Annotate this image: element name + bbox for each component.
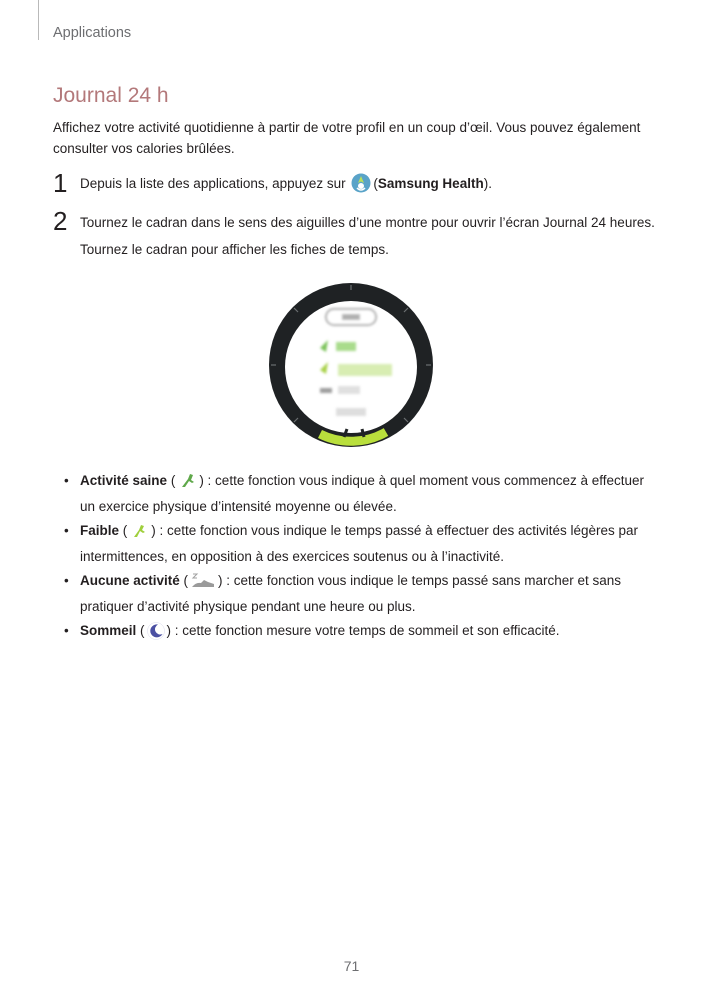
bullet-dot: • xyxy=(64,523,69,538)
step-1-text-before: Depuis la liste des applications, appuyez sur xyxy=(80,176,346,191)
step-2-text: Tournez le cadran dans le sens des aiguilles d’une montre pour ouvrir l’écran Journal 24 heures. xyxy=(80,215,655,230)
page-number: 71 xyxy=(343,958,360,974)
step-2-text-2: Tournez le cadran pour afficher les fiches de temps. xyxy=(80,242,389,257)
list-item-sommeil xyxy=(64,620,654,646)
paren-open: ( xyxy=(170,473,176,488)
bullet-dot: • xyxy=(64,623,69,638)
term-faible-desc: ) : cette fonction vous indique le temps passé à effectuer des activités légères par intermittences, en opposition à des exercices soutenus ou à l’inactivité. xyxy=(80,523,639,564)
intro-paragraph: Affichez votre activité quotidienne à partir de votre profil en un coup d’œil. Vous pouvez également consulter vos calories brûlées. xyxy=(53,120,641,156)
term-activite-saine-desc: ) : cette fonction vous indique à quel moment vous commencez à effectuer un exercice physique d’intensité moyenne ou élevée. xyxy=(80,473,645,514)
term-aucune-activite: Aucune activité xyxy=(80,573,180,588)
watch-screen-svg xyxy=(268,282,434,448)
paren-open: ( xyxy=(122,523,128,538)
step-1-text-after: ). xyxy=(483,176,492,191)
bullet-dot: • xyxy=(64,573,69,588)
section-header: Applications xyxy=(53,25,132,41)
feature-list xyxy=(64,470,654,649)
term-activite-saine: Activité saine xyxy=(80,473,168,488)
paren-open: ( xyxy=(183,573,189,588)
step-1-text xyxy=(80,173,492,199)
inactive-icon xyxy=(190,570,216,596)
healthy-activity-icon xyxy=(177,470,197,496)
list-item-faible xyxy=(64,520,654,567)
step-2-number: 2 xyxy=(53,206,68,236)
step-1-app-name: Samsung Health xyxy=(377,176,484,191)
watch-screen-illustration xyxy=(268,282,434,448)
samsung-health-icon xyxy=(351,173,371,199)
paren-open: ( xyxy=(140,623,145,638)
list-item-aucune-activite xyxy=(64,570,654,617)
moon-icon xyxy=(147,622,165,646)
bullet-dot: • xyxy=(64,473,69,488)
term-sommeil-desc: ) : cette fonction mesure votre temps de sommeil et son efficacité. xyxy=(166,623,560,638)
header-rule xyxy=(38,0,39,40)
term-sommeil: Sommeil xyxy=(80,623,137,638)
light-activity-icon xyxy=(129,520,149,546)
term-aucune-activite-desc: ) : cette fonction vous indique le temps passé sans marcher et sans pratiquer d’activité physique pendant une heure ou plus. xyxy=(80,573,622,614)
list-item-activite-saine xyxy=(64,470,654,517)
page-title: Journal 24 h xyxy=(53,84,169,107)
step-1-number: 1 xyxy=(53,168,68,198)
step-1-paren-open: ( xyxy=(373,176,378,191)
term-faible: Faible xyxy=(80,523,120,538)
